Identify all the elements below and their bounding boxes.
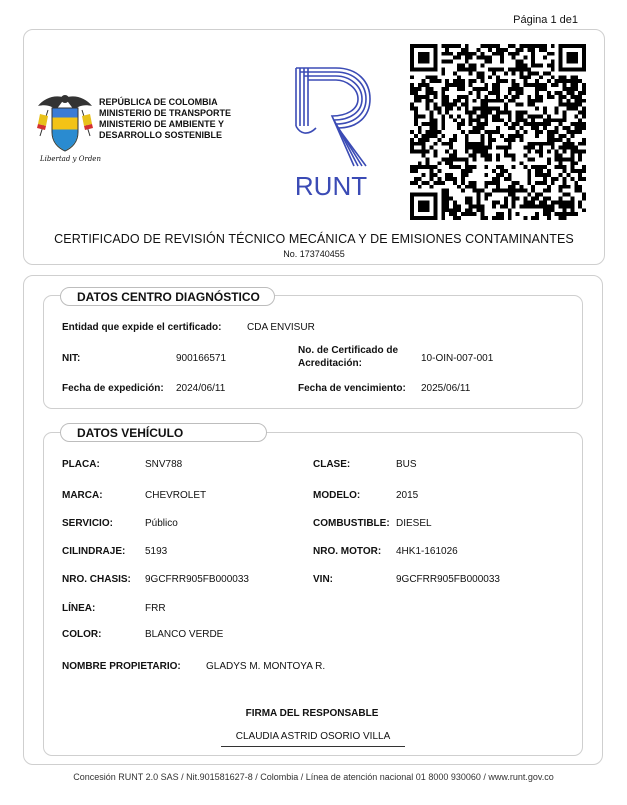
- marca-value: CHEVROLET: [145, 490, 207, 501]
- modelo-label: MODELO:: [313, 490, 361, 501]
- color-label: COLOR:: [62, 629, 102, 640]
- nit-value: 900166571: [176, 353, 227, 364]
- cilindraje-value: 5193: [145, 546, 168, 557]
- runt-logo-icon: [288, 66, 374, 202]
- placa-value: SNV788: [145, 459, 183, 470]
- ministry-block: [99, 97, 231, 141]
- owner-value: GLADYS M. MONTOYA R.: [206, 661, 326, 672]
- placa-label: PLACA:: [62, 459, 100, 470]
- signature-title: FIRMA DEL RESPONSABLE: [245, 708, 379, 719]
- accreditation-value: 10-OIN-007-001: [421, 353, 494, 364]
- servicio-label: SERVICIO:: [62, 518, 113, 529]
- ministry-line: DESARROLLO SOSTENIBLE: [99, 130, 223, 140]
- linea-label: LÍNEA:: [62, 603, 96, 614]
- clase-label: CLASE:: [313, 459, 351, 470]
- nit-label: NIT:: [62, 353, 81, 364]
- motor-value: 4HK1-161026: [396, 546, 458, 557]
- linea-value: FRR: [145, 603, 166, 614]
- chasis-value: 9GCFRR905FB000033: [145, 574, 249, 585]
- marca-label: MARCA:: [62, 490, 103, 501]
- page-indicator: Página 1 de1: [513, 14, 578, 26]
- color-value: BLANCO VERDE: [145, 629, 224, 640]
- vehicle-section-title: DATOS VEHÍCULO: [60, 423, 267, 442]
- owner-label: NOMBRE PROPIETARIO:: [62, 661, 181, 672]
- clase-value: BUS: [396, 459, 417, 470]
- modelo-value: 2015: [396, 490, 419, 501]
- certificate-number: No. 173740455: [283, 249, 345, 259]
- coat-of-arms-icon: [36, 92, 94, 162]
- cilindraje-label: CILINDRAJE:: [62, 546, 126, 557]
- diagnostic-center-title: DATOS CENTRO DIAGNÓSTICO: [60, 287, 275, 306]
- issuer-label: Entidad que expide el certificado:: [62, 322, 222, 333]
- vin-label: VIN:: [313, 574, 333, 585]
- emblem-caption: Libertad y Orden: [40, 155, 101, 163]
- issue-date-label: Fecha de expedición:: [62, 383, 164, 394]
- issue-date-value: 2024/06/11: [176, 383, 226, 394]
- footer: Concesión RUNT 2.0 SAS / Nit.901581627-8 / Colombia / Línea de atención nacional 01 8000 930060 / www.runt.gov.co: [73, 772, 554, 782]
- expiry-date-value: 2025/06/11: [421, 383, 471, 394]
- chasis-label: NRO. CHASIS:: [62, 574, 131, 585]
- servicio-value: Público: [145, 518, 178, 529]
- runt-logo-text: RUNT: [294, 171, 368, 201]
- qr-code-icon: [410, 44, 586, 220]
- ministry-line: MINISTERIO DE AMBIENTE Y: [99, 119, 225, 129]
- vin-value: 9GCFRR905FB000033: [396, 574, 500, 585]
- ministry-line: MINISTERIO DE TRANSPORTE: [99, 108, 232, 118]
- motor-label: NRO. MOTOR:: [313, 546, 382, 557]
- expiry-date-label: Fecha de vencimiento:: [298, 383, 406, 394]
- signature-line: [221, 746, 405, 747]
- issuer-value: CDA ENVISUR: [247, 322, 315, 333]
- certificate-title: CERTIFICADO DE REVISIÓN TÉCNICO MECÁNICA Y DE EMISIONES CONTAMINANTES: [54, 232, 574, 246]
- combustible-label: COMBUSTIBLE:: [313, 518, 390, 529]
- combustible-value: DIESEL: [396, 518, 432, 529]
- signature-name: CLAUDIA ASTRID OSORIO VILLA: [235, 731, 391, 742]
- accreditation-label: No. de Certificado de Acreditación:: [298, 345, 399, 369]
- ministry-line: REPÚBLICA DE COLOMBIA: [99, 97, 218, 107]
